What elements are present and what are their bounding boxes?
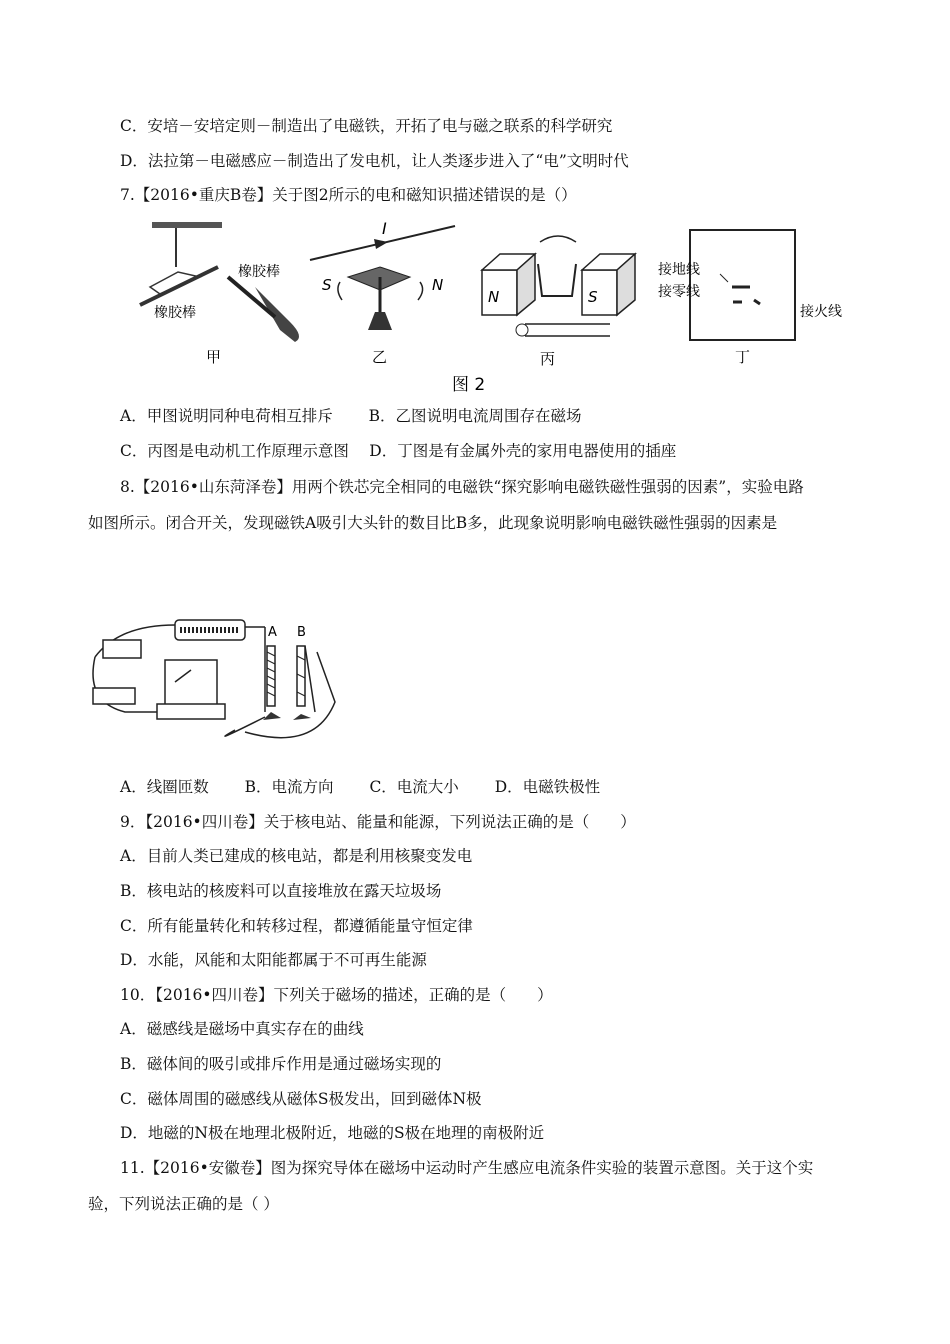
magnet-s: S bbox=[588, 288, 598, 306]
figure-bing-motor bbox=[482, 236, 635, 368]
q9-option-c: C．所有能量转化和转移过程，都遵循能量守恒定律 bbox=[120, 917, 473, 935]
pole-s: S bbox=[322, 276, 332, 294]
q10-option-d: D．地磁的N极在地理北极附近，地磁的S极在地理的南极附近 bbox=[120, 1124, 545, 1142]
q7-stem: 7.【2016•重庆B卷】关于图2所示的电和磁知识描述错误的是（） bbox=[120, 186, 577, 204]
q9-option-d: D．水能，风能和太阳能都属于不可再生能源 bbox=[120, 951, 427, 969]
label-ding: 丁 bbox=[735, 348, 751, 366]
rod-label-upper: 橡胶棒 bbox=[238, 264, 280, 280]
q6-option-c: C．安培－安培定则－制造出了电磁铁，开拓了电与磁之联系的科学研究 bbox=[120, 117, 613, 135]
pole-n: N bbox=[432, 276, 444, 294]
current-label: I bbox=[382, 219, 387, 238]
magnet-n: N bbox=[488, 288, 500, 306]
q9-option-a: A．目前人类已建成的核电站，都是利用核聚变发电 bbox=[120, 847, 473, 865]
q8-options: A．线圈匝数 B．电流方向 C．电流大小 D．电磁铁极性 bbox=[120, 778, 601, 796]
electromagnet-a-label: A bbox=[268, 625, 277, 640]
q10-option-c: C．磁体周围的磁感线从磁体S极发出，回到磁体N极 bbox=[120, 1090, 482, 1108]
q6-option-d: D．法拉第－电磁感应－制造出了发电机，让人类逐步进入了“电”文明时代 bbox=[120, 152, 629, 170]
ground-wire-label: 接地线 bbox=[658, 262, 700, 278]
live-wire-label: 接火线 bbox=[800, 304, 842, 320]
figure-2 bbox=[130, 212, 870, 397]
electromagnet-circuit-figure bbox=[85, 612, 355, 747]
q11-stem-line-2: 验，下列说法正确的是（ ） bbox=[88, 1195, 279, 1213]
q8-stem-line-2: 如图所示。闭合开关，发现磁铁A吸引大头针的数目比B多，此现象说明影响电磁铁磁性强弱的因素是 bbox=[88, 514, 778, 532]
q9-option-b: B．核电站的核废料可以直接堆放在露天垃圾场 bbox=[120, 882, 442, 900]
q10-option-b: B．磁体间的吸引或排斥作用是通过磁场实现的 bbox=[120, 1055, 442, 1073]
q11-stem-line-1: 11.【2016•安徽卷】图为探究导体在磁场中运动时产生感应电流条件实验的装置示意图。关于这个实 bbox=[120, 1159, 814, 1177]
rod-label-lower: 橡胶棒 bbox=[154, 305, 196, 321]
q10-option-a: A．磁感线是磁场中真实存在的曲线 bbox=[120, 1020, 364, 1038]
electromagnet-b-label: B bbox=[297, 625, 306, 640]
neutral-wire-label: 接零线 bbox=[658, 284, 700, 300]
q7-options-cd: C．丙图是电动机工作原理示意图 D．丁图是有金属外壳的家用电器使用的插座 bbox=[120, 442, 677, 460]
figure-ding-socket bbox=[658, 230, 842, 366]
figure-jia-rubber-rods bbox=[140, 222, 299, 366]
q8-stem-line-1: 8.【2016•山东菏泽卷】用两个铁芯完全相同的电磁铁“探究影响电磁铁磁性强弱的因素”，实验电路 bbox=[120, 478, 804, 496]
label-bing: 丙 bbox=[540, 350, 556, 368]
q10-stem: 10．【2016•四川卷】下列关于磁场的描述，正确的是（ ） bbox=[120, 986, 553, 1004]
figure-yi-compass bbox=[310, 219, 455, 366]
q9-stem: 9．【2016•四川卷】关于核电站、能量和能源，下列说法正确的是（ ） bbox=[120, 813, 636, 831]
label-yi: 乙 bbox=[372, 348, 388, 366]
figure-2-caption: 图 2 bbox=[452, 375, 486, 395]
label-jia: 甲 bbox=[206, 348, 222, 366]
q7-options-ab: A．甲图说明同种电荷相互排斥 B．乙图说明电流周围存在磁场 bbox=[120, 407, 582, 425]
